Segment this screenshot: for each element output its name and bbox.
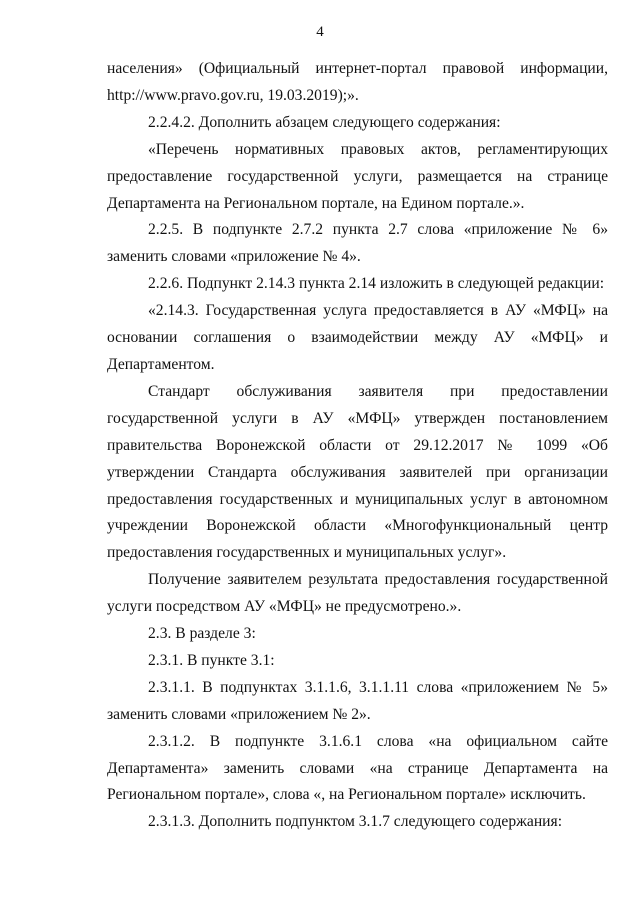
paragraph: 2.3.1.1. В подпунктах 3.1.1.6, 3.1.1.11 слова «приложением № 5» заменить словами «приложением № 2».: [107, 678, 608, 723]
paragraph: 2.3. В разделе 3:: [148, 625, 256, 643]
paragraph: 2.2.4.2. Дополнить абзацем следующего содержания:: [148, 113, 501, 131]
paragraph: Стандарт обслуживания заявителя при предоставлении государственной услуги в АУ «МФЦ» утвержден постановлением правительства Воронежской области от 29.12.2017 № 1099 «Об утверждении Стандарта обслуживания заявителей при организации предоставления государственных и муниципальных услуг в автономном учреждении Воронежской области «Многофункциональный центр предоставления государственных и муниципальных услуг».: [107, 382, 608, 562]
paragraph: 2.2.6. Подпункт 2.14.3 пункта 2.14 изложить в следующей редакции:: [148, 275, 605, 293]
paragraph: «Перечень нормативных правовых актов, регламентирующих предоставление государственной услуги, размещается на странице Департамента на Региональном портале, на Едином портале.».: [107, 140, 608, 212]
paragraph: 2.3.1.3. Дополнить подпунктом 3.1.7 следующего содержания:: [148, 813, 563, 831]
document-body: [107, 56, 608, 836]
paragraph: 2.3.1.2. В подпункте 3.1.6.1 слова «на официальном сайте Департамента» заменить словами «на странице Департамента на Региональном портале», слова «, на Региональном портале» исключить.: [107, 732, 608, 804]
page-number: 4: [316, 24, 324, 40]
paragraph: 2.2.5. В подпункте 2.7.2 пункта 2.7 слова «приложение № 6» заменить словами «приложение № 4».: [107, 221, 608, 266]
paragraph: 2.3.1. В пункте 3.1:: [148, 651, 275, 669]
paragraph: Получение заявителем результата предоставления государственной услуги посредством АУ «МФЦ» не предусмотрено.».: [107, 571, 608, 616]
paragraph: «2.14.3. Государственная услуга предоставляется в АУ «МФЦ» на основании соглашения о взаимодействии между АУ «МФЦ» и Департаментом.: [107, 302, 608, 373]
paragraph: населения» (Официальный интернет-портал правовой информации, http://www.pravo.gov.ru, 19.03.2019);».: [107, 60, 608, 104]
